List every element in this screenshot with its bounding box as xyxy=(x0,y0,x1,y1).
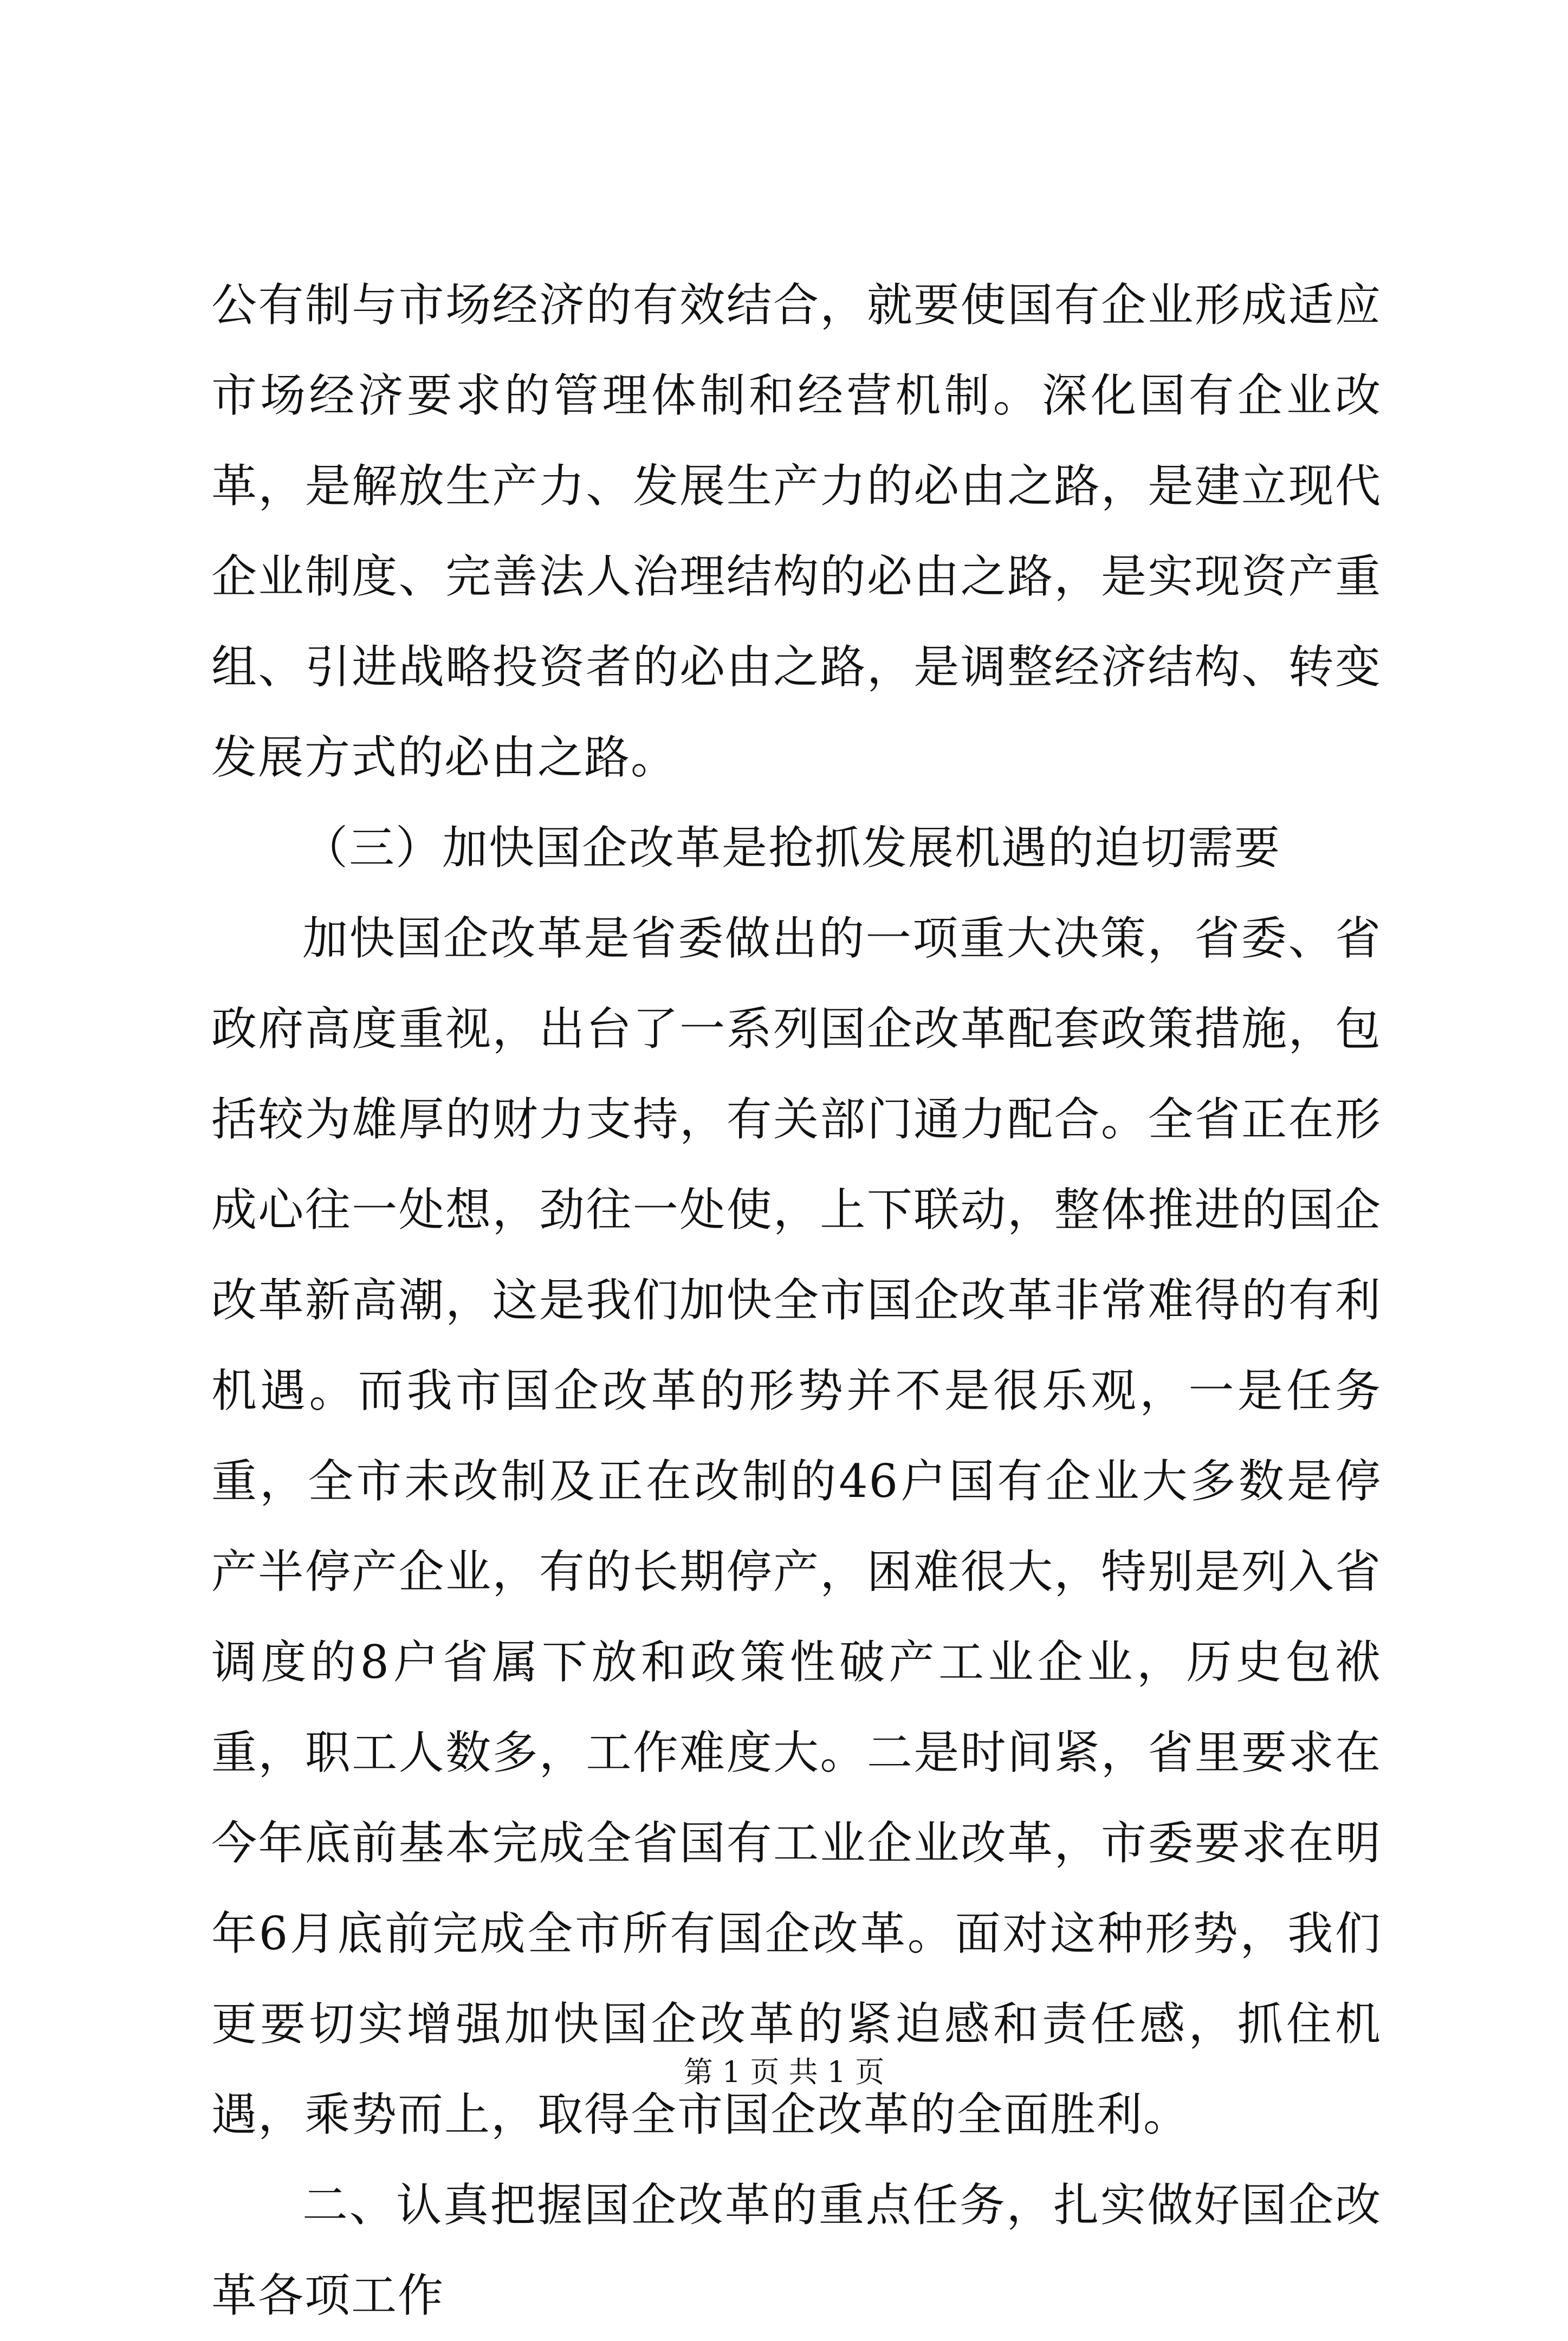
body-paragraph: 加快国企改革是省委做出的一项重大决策，省委、省政府高度重视，出台了一系列国企改革配套政策措施，包括较为雄厚的财力支持，有关部门通力配合。全省正在形成心往一处想，劲往一处使，上下联动，整体推进的国企改革新高潮，这是我们加快全市国企改革非常难得的有利机遇。而我市国企改革的形势并不是很乐观，一是任务重，全市未改制及正在改制的46户国有企业大多数是停产半停产企业，有的长期停产，困难很大，特别是列入省调度的8户省属下放和政策性破产工业企业，历史包袱重，职工人数多，工作难度大。二是时间紧，省里要求在今年底前基本完成全省国有工业企业改革，市委要求在明年6月底前完成全市所有国企改革。面对这种形势，我们更要切实增强加快国企改革的紧迫感和责任感，抓住机遇，乘势而上，取得全市国企改革的全面胜利。 xyxy=(211,912,1382,2141)
body-paragraph: 公有制与市场经济的有效结合，就要使国有企业形成适应市场经济要求的管理体制和经营机制。深化国有企业改革，是解放生产力、发展生产力的必由之路，是建立现代企业制度、完善法人治理结构的必由之路，是实现资产重组、引进战略投资者的必由之路，是调整经济结构、转变发展方式的必由之路。 xyxy=(211,278,1382,784)
section-heading: 二、认真把握国企改革的重点任务，扎实做好国企改革各项工作 xyxy=(211,2178,1382,2322)
page-number-footer: 第 1 页 共 1 页 xyxy=(683,2055,885,2089)
document-body xyxy=(211,260,1382,2341)
section-subheading: （三）加快国企改革是抢抓发展机遇的迫切需要 xyxy=(302,821,1281,874)
